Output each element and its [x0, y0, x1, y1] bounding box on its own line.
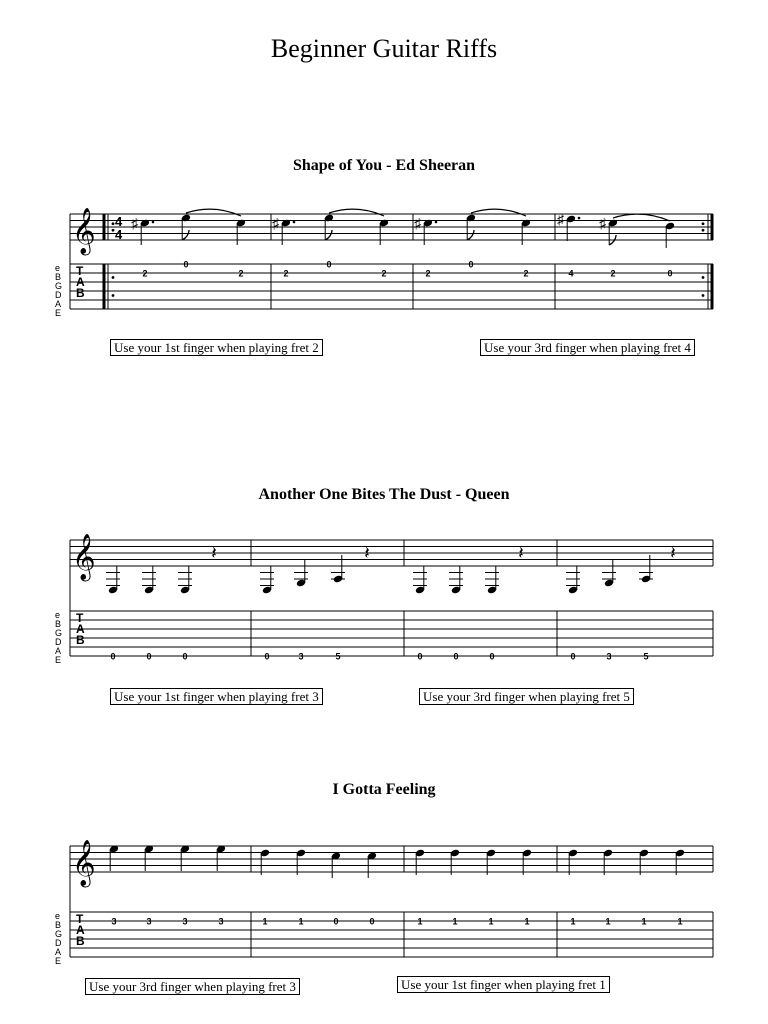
string-label: e: [55, 263, 61, 273]
string-label: B: [55, 619, 62, 629]
string-label: B: [55, 272, 62, 282]
tip-box: Use your 3rd finger when playing fret 5: [419, 688, 634, 705]
tab-fret-number: 2: [283, 268, 289, 279]
treble-clef-icon: 𝄞: [72, 535, 96, 579]
sharp-icon: ♯: [414, 215, 421, 231]
system-another-one-bites-the-dust: [55, 534, 713, 665]
treble-clef-icon: 𝄞: [72, 209, 96, 253]
quarter-rest-icon: 𝄽: [211, 543, 217, 563]
tab-fret-number: 1: [570, 916, 576, 927]
repeat-dot: [702, 276, 705, 279]
tab-fret-number: 3: [111, 916, 117, 927]
repeat-dot: [112, 222, 115, 225]
tab-fret-number: 1: [452, 916, 458, 927]
tab-fret-number: 1: [524, 916, 530, 927]
tab-fret-number: 0: [453, 651, 459, 662]
system-shape-of-you: [55, 208, 713, 318]
tab-fret-number: 0: [468, 259, 474, 270]
string-label: E: [55, 308, 62, 318]
tab-fret-number: 2: [523, 268, 529, 279]
slur: [613, 214, 670, 221]
string-label: D: [55, 290, 62, 300]
tab-letter: B: [76, 286, 85, 300]
string-label: A: [55, 299, 62, 309]
tip-box: Use your 1st finger when playing fret 2: [110, 339, 323, 356]
tip-box: Use your 1st finger when playing fret 3: [110, 688, 323, 705]
augmentation-dot: [152, 221, 155, 224]
tab-fret-number: 3: [146, 916, 152, 927]
tip-box: Use your 1st finger when playing fret 1: [397, 976, 610, 993]
tab-fret-number: 1: [677, 916, 683, 927]
tab-fret-number: 0: [667, 268, 673, 279]
tab-fret-number: 1: [262, 916, 268, 927]
song-title-i-gotta-feeling: I Gotta Feeling: [332, 781, 436, 798]
tab-letter: T: [76, 264, 84, 278]
tab-fret-number: 3: [298, 651, 304, 662]
tab-fret-number: 0: [183, 259, 189, 270]
string-label: G: [55, 628, 63, 638]
tab-fret-number: 2: [238, 268, 244, 279]
augmentation-dot: [435, 221, 438, 224]
tab-fret-number: 3: [218, 916, 224, 927]
tab-fret-number: 0: [417, 651, 423, 662]
tab-fret-number: 1: [641, 916, 647, 927]
repeat-dot: [702, 222, 705, 225]
tab-fret-number: 0: [326, 259, 332, 270]
string-label: G: [55, 281, 63, 291]
repeat-dot: [112, 229, 115, 232]
tab-fret-number: 0: [570, 651, 576, 662]
repeat-dot: [702, 294, 705, 297]
tab-fret-number: 5: [335, 651, 341, 662]
repeat-dot: [702, 229, 705, 232]
tab-fret-number: 2: [425, 268, 431, 279]
tab-letter: A: [76, 275, 85, 289]
sharp-icon: ♯: [599, 215, 606, 231]
slur: [471, 209, 526, 216]
tab-letter: T: [76, 611, 84, 625]
string-label: E: [55, 956, 62, 966]
tab-fret-number: 0: [182, 651, 188, 662]
string-label: A: [55, 947, 62, 957]
tab-fret-number: 4: [568, 268, 574, 279]
tab-letter: B: [76, 934, 85, 948]
note-flag: [467, 230, 474, 240]
slur: [186, 209, 241, 216]
tab-fret-number: 1: [605, 916, 611, 927]
tab-fret-number: 3: [182, 916, 188, 927]
tab-letter: A: [76, 923, 85, 937]
tab-fret-number: 0: [110, 651, 116, 662]
treble-clef-icon: 𝄞: [72, 841, 96, 885]
time-signature-top: 4: [115, 214, 123, 229]
tab-fret-number: 1: [298, 916, 304, 927]
tab-fret-number: 2: [381, 268, 387, 279]
string-label: B: [55, 920, 62, 930]
string-label: e: [55, 911, 61, 921]
tab-fret-number: 0: [333, 916, 339, 927]
tab-fret-number: 5: [643, 651, 649, 662]
tab-letter: T: [76, 912, 84, 926]
system-i-gotta-feeling: [55, 840, 713, 966]
song-title-another-one-bites-the-dust: Another One Bites The Dust - Queen: [258, 486, 510, 503]
tip-box: Use your 3rd finger when playing fret 3: [85, 978, 300, 995]
tab-fret-number: 1: [488, 916, 494, 927]
tab-letter: A: [76, 622, 85, 636]
tab-fret-number: 0: [369, 916, 375, 927]
repeat-dot: [112, 276, 115, 279]
string-label: D: [55, 637, 62, 647]
tab-fret-number: 0: [489, 651, 495, 662]
tab-letter: B: [76, 633, 85, 647]
quarter-rest-icon: 𝄽: [670, 543, 676, 563]
quarter-rest-icon: 𝄽: [518, 543, 524, 563]
note-flag: [325, 230, 332, 240]
string-label: D: [55, 938, 62, 948]
note-flag: [182, 230, 189, 240]
sharp-icon: ♯: [131, 215, 138, 231]
tab-fret-number: 2: [142, 268, 148, 279]
string-label: E: [55, 655, 62, 665]
page-title: Beginner Guitar Riffs: [270, 34, 498, 63]
string-label: e: [55, 610, 61, 620]
slur: [329, 209, 384, 216]
augmentation-dot: [293, 221, 296, 224]
tip-box: Use your 3rd finger when playing fret 4: [480, 339, 695, 356]
song-title-shape-of-you: Shape of You - Ed Sheeran: [292, 157, 476, 174]
string-label: A: [55, 646, 62, 656]
tab-fret-number: 1: [417, 916, 423, 927]
time-signature-bottom: 4: [115, 227, 123, 242]
augmentation-dot: [578, 217, 581, 220]
tab-fret-number: 0: [146, 651, 152, 662]
tab-fret-number: 3: [606, 651, 612, 662]
string-label: G: [55, 929, 63, 939]
tab-fret-number: 2: [610, 268, 616, 279]
tab-fret-number: 0: [264, 651, 270, 662]
quarter-rest-icon: 𝄽: [364, 543, 370, 563]
sharp-icon: ♯: [557, 211, 564, 227]
sharp-icon: ♯: [272, 215, 279, 231]
repeat-dot: [112, 294, 115, 297]
